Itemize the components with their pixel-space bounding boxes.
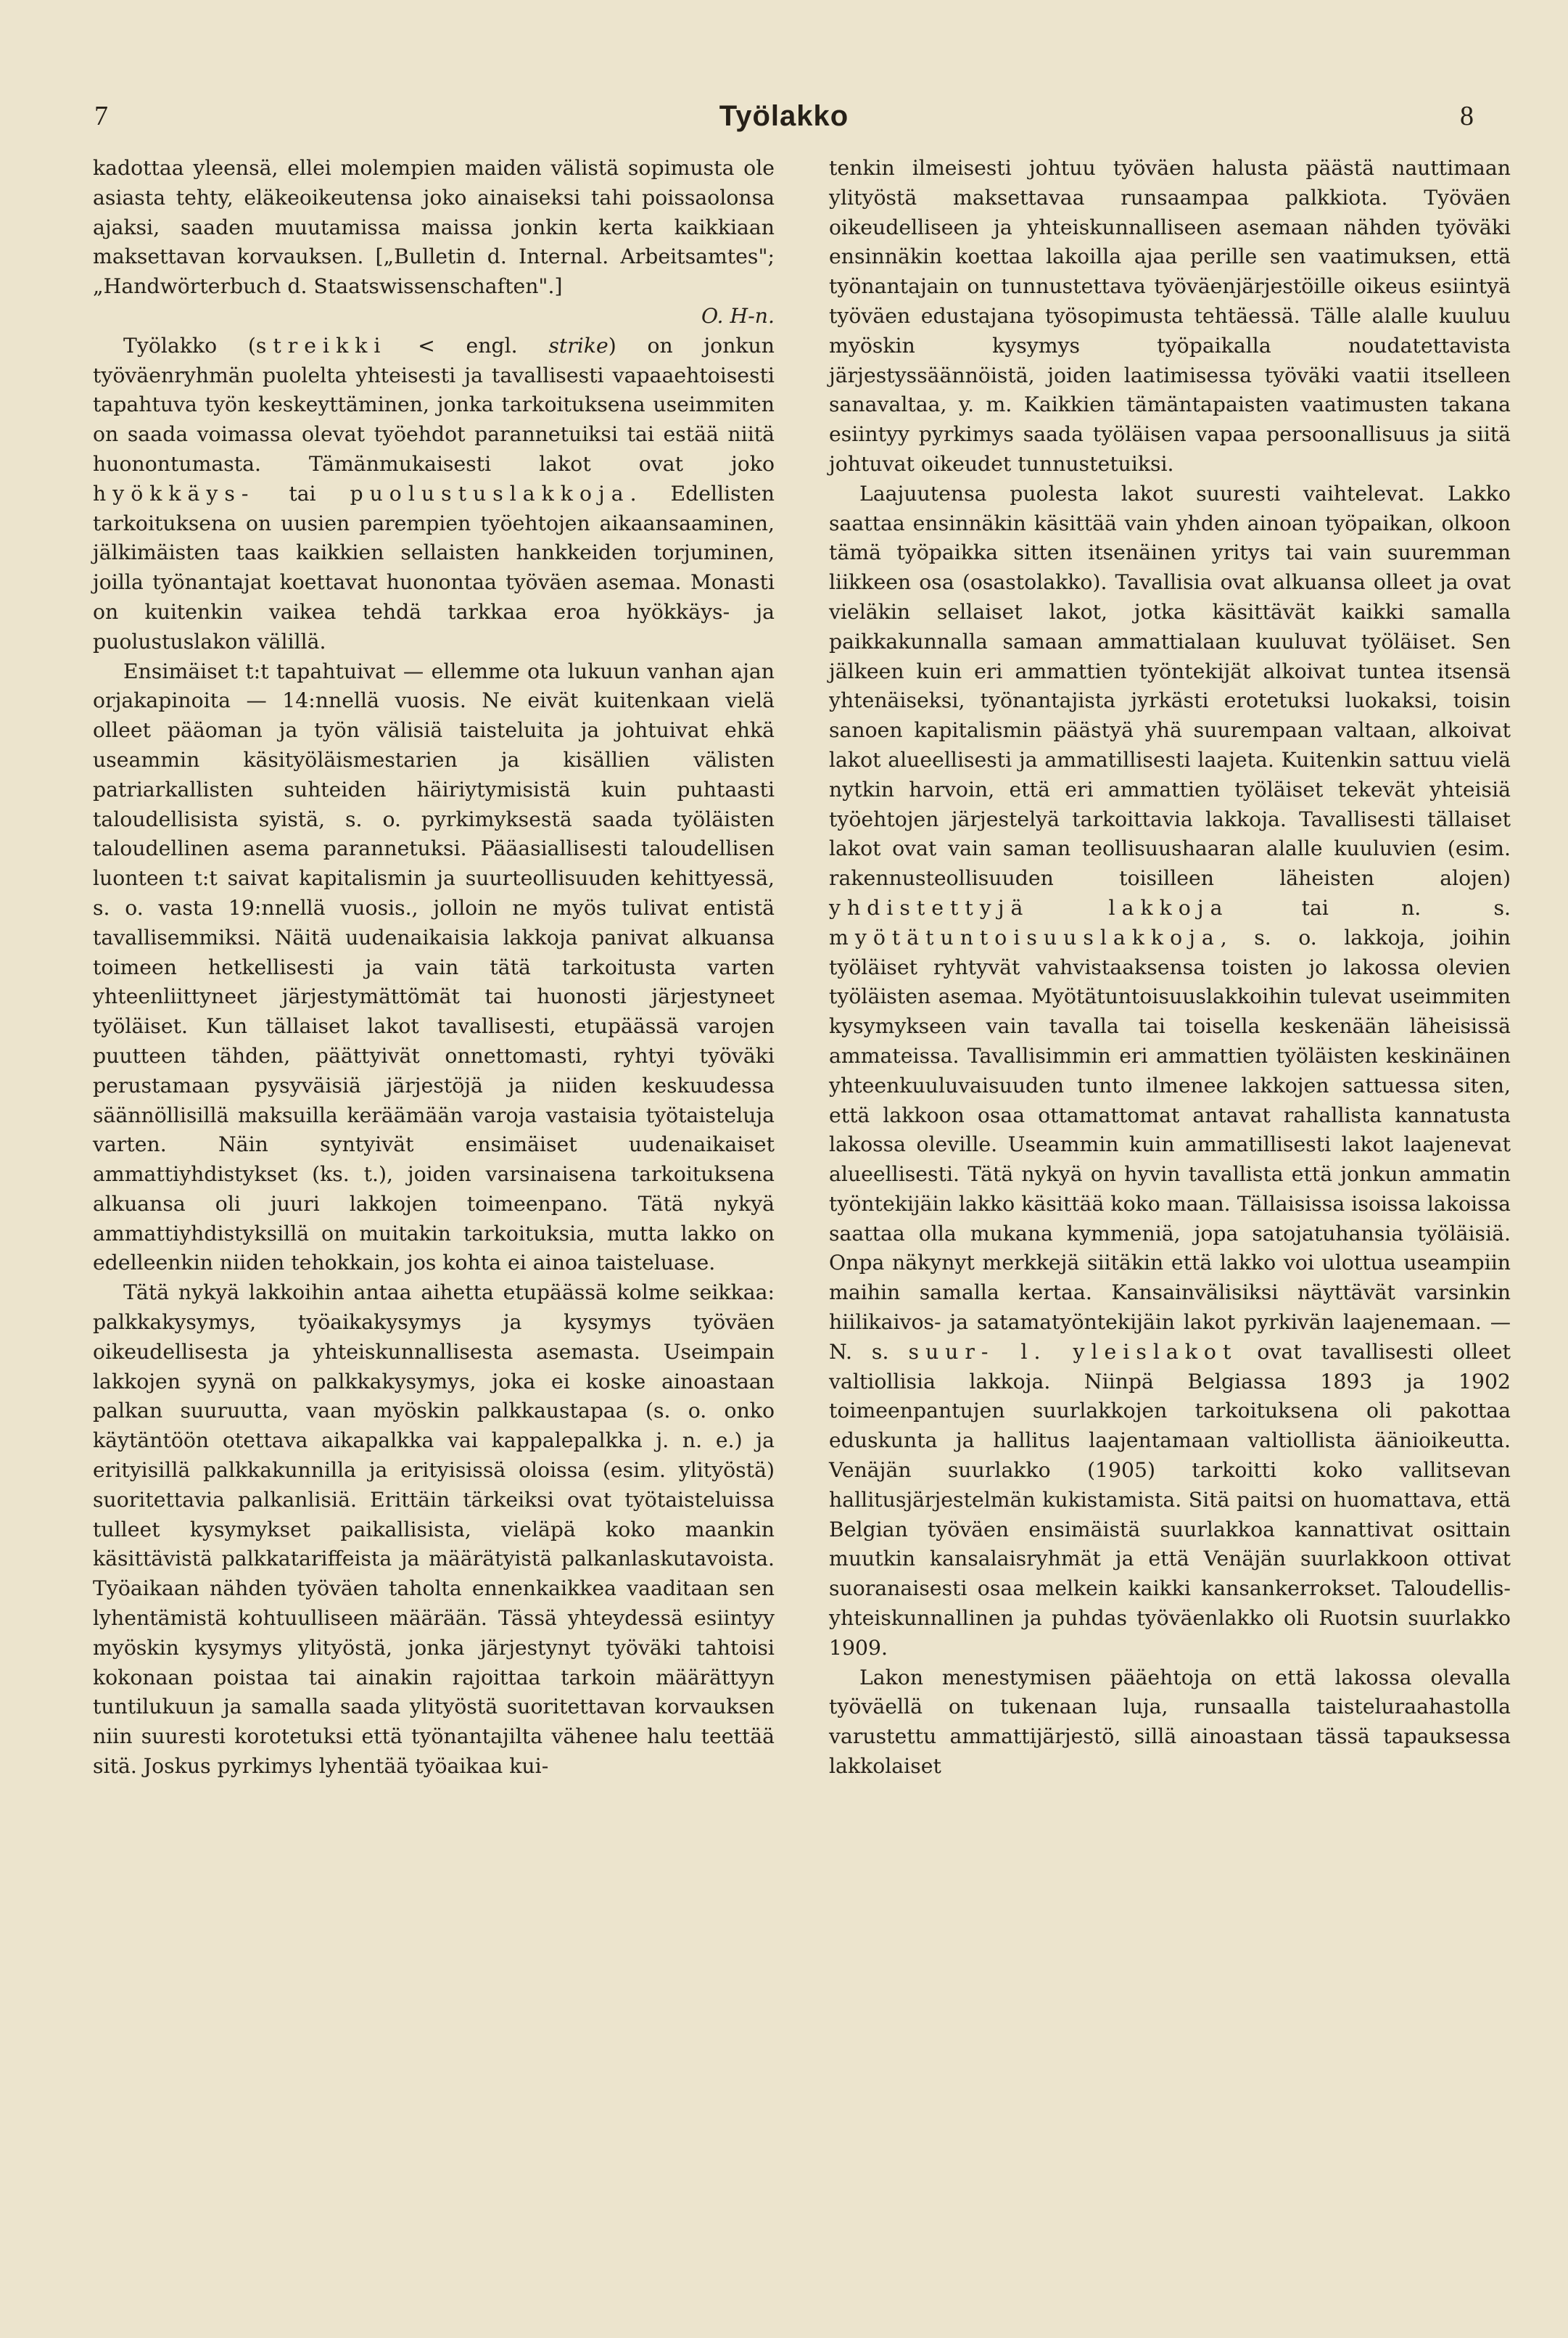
running-title: Työlakko [719,99,849,132]
paragraph: Lakon menestymisen pääehtoja on että lakossa olevalla työväellä on tukenaan luja, runsaalla taisteluraahastolla varustettu ammattijärjestö, sillä ainoastaan tässä tapauksessa lakkolaiset [829,1665,1511,1779]
paragraph: Tätä nykyä lakkoihin antaa aihetta etupäässä kolme seikkaa: palkkakysymys, työaikakysymys ja kysymys työväen oikeudellisesta ja yhteiskunnallisesta asemasta. Useimpain lakkojen syynä on palkkakysymys, joka ei koske ainoastaan palkan suuruutta, vaan myöskin palkkaustapaa (s. o. onko käytäntöön otettava aikapalkka vai kappalepalkka j. n. e.) ja erityisillä palkkakunnilla ja erityisissä oloissa (esim. ylityöstä) suoritettavia palkanlisiä. Erittäin tärkeiksi ovat työtaisteluissa tulleet kysymykset paikallisista, vieläpä koko maankin käsittävistä palkkatariffeista ja määrätyistä palkanlaskutavoista. Työaikaan nähden työväen taholta ennenkaikkea vaaditaan sen lyhentämistä kohtuulliseen määrään. Tässä yhteydessä esiintyy myöskin kysymys ylityöstä, jonka järjestynyt työväki tahtoisi kokonaan poistaa tai ainakin rajoittaa tarkoin määrättyyn tuntilukuun ja samalla saada ylityöstä suoritettavan korvauksen niin suuresti korotetuksi että työnantajilta vähenee halu teettää sitä. Joskus pyrkimys lyhentää työaikaa kui- [93,1280,775,1779]
spaced-term: hyökkäys- [93,481,255,506]
text-run: tai n. s. [1229,895,1511,920]
left-column [93,154,775,1782]
paragraph: tenkin ilmeisesti johtuu työväen halusta päästä nauttimaan ylityöstä maksettavaa runsaampaa palkkiota. Työväen oikeudelliseen ja yhteiskunnalliseen asemaan nähden työväki ensinnäkin koettaa lakoilla ajaa perille sen vaatimuksen, että työnantajain on tunnustettava työväenjärjestöille oikeus esiintyä työväen edustajana työsopimusta tehtäessä. Tälle alalle kuuluu myöskin kysymys työpaikalla noudatettavista järjestyssäännöistä, joiden laatimisessa työväki vaatii itselleen sanavaltaa, y. m. Kaikkien tämäntapaisten vaatimusten takana esiintyy pyrkimys saada työläisen vapaa persoonallisuus ja siitä johtuvat oikeudet tunnustetuiksi. [829,156,1511,476]
text-run: Laajuutensa puolesta lakot suuresti vaihtelevat. Lakko saattaa ensinnäkin käsittää vain yhden ainoan työpaikan, olkoon tämä työpaikka sitten itsenäinen yritys tai vain suuremman liikkeen osa (osastolakko). Tavallisia ovat alkuansa olleet ja ovat vieläkin sellaiset lakot, jotka käsittävät kaikki samalla paikkakunnalla samaan ammattialaan kuuluvat työläiset. Sen jälkeen kuin eri ammattien työntekijät alkoivat tuntea itsensä yhtenäiseksi, työnantajista jyrkästi erotetuksi luokaksi, toisin sanoen kapitalismin päästyä yhä suurempaan valtaan, alkoivat lakot alueellisesti ja ammatillisesti laajeta. Kuitenkin sattuu vielä nytkin harvoin, että eri ammattien työläiset tekevät yhteisiä työehtojen järjestelyä tarkoittavia lakkoja. Tavallisesti tällaiset lakot ovat vain saman teollisuushaaran alalle kuuluvien (esim. rakennusteollisuuden toisilleen läheisten alojen) [829,481,1511,891]
text-run: ( [217,333,256,358]
entry-headword: Työlakko [123,333,218,358]
spaced-term: suur- l. yleislakot [908,1339,1238,1364]
page-number-left: 7 [94,101,108,131]
right-column [829,154,1511,1782]
text-run: ovat tavallisesti olleet valtiollisia lakkoja. Niinpä Belgiassa 1893 ja 1902 toimeenpantujen suurlakkojen tarkoituksena oli pakottaa eduskunta ja hallitus laajentamaan valtiollista äänioikeutta. Venäjän suurlakko (1905) tarkoitti koko vallitsevan hallitusjärjestelmän kukistamista. Sitä paitsi on huomattava, että Belgian työväen ensimäistä suurlakkoa kannattivat osittain muutkin kansalaisryhmät ja että Venäjän suurlakkoon ottivat suoranaisesti osaa melkein kaikki kansankerrokset. Taloudellis-yhteiskunnallinen ja puhdas työväenlakko oli Ruotsin suurlakko 1909. [829,1339,1511,1660]
page-number-right: 8 [1460,101,1474,131]
paragraph: Ensimäiset t:t tapahtuivat — ellemme ota lukuun vanhan ajan orjakapinoita — 14:nnellä vuosis. Ne eivät kuitenkaan vielä olleet pääoman ja työn välisiä taisteluita ja johtuivat ehkä useammin käsityöläismestarien ja kisällien välisten patriarkallisten suhteiden häiriytymisistä kuin puhtaasti taloudellisista syistä, s. o. pyrkimyksestä saada työläisten taloudellinen asema parannetuksi. Pääasiallisesti taloudellisen luonteen t:t saivat kapitalismin ja suurteollisuuden kehittyessä, s. o. vasta 19:nnellä vuosis., jolloin ne myös tulivat entistä tavallisemmiksi. Näitä uudenaikaisia lakkoja panivat alkuansa toimeen hetkellisesti ja vain tätä tarkoitusta varten yhteenliittyneet järjestymättömät tai huonosti järjestyneet työläiset. Kun tällaiset lakot tavallisesti, etupäässä varojen puutteen tähden, päättyivät onnettomasti, ryhtyi työväki perustamaan pysyväisiä järjestöjä ja niiden keskuudessa säännöllisillä maksuilla keräämään varoja vastaisia työtaisteluja varten. Näin syntyivät ensimäiset uudenaikaiset ammattiyhdistykset (ks. t.), joiden varsinaisena tarkoituksena alkuansa oli juuri lakkojen toimeenpano. Tätä nykyä ammattiyhdistyksillä on muitakin tarkoituksia, mutta lakko on edelleenkin niiden tehokkain, jos kohta ei ainoa taisteluase. [93,659,775,1275]
page-header [94,94,1474,138]
spaced-term: yhdistettyjä lakkoja [829,895,1229,920]
entry-paragraph [93,332,775,657]
text-run: ) on jonkun työväenryhmän puolelta yhteisesti ja tavallisesti vapaaehtoisesti tapahtuva työn keskeyttäminen, jonka tarkoituksena useimmiten on saada voimassa olevat työehdot parannetuiksi tai estää niitä huonontumasta. Tämänmukaisesti lakot ovat joko [93,333,775,476]
text-run: , s. o. lakkoja, joihin työläiset ryhtyvät vahvistaaksensa toisten jo lakossa olevien työläisten asemaa. Myötätuntoisuuslakkoihin tulevat useimmiten kysymykseen vain tavalla tai toisella keskenään läheisissä ammateissa. Tavallisimmin eri ammattien työläisten keskinäinen yhteenkuuluvaisuuden tunto ilmenee lakkojen sattuessa siten, että lakkoon osaa ottamattomat antavat rahallista kannatusta lakossa oleville. Useammin kuin ammatillisesti lakot laajenevat alueellisesti. Tätä nykyä on hyvin tavallista että jonkun ammatin työntekijäin lakko käsittää koko maan. Tällaisissa isoissa lakoissa saattaa olla mukana kymmeniä, jopa satojatuhansia työläisiä. Onpa näkynyt merkkejä siitäkin että lakko voi ulottua useampiin maihin samalla kertaa. Kansainvälisiksi näyttävät varsinkin hiilikaivos- ja satamatyöntekijäin lakot pyrkivän laajenemaan. — N. s. [829,925,1511,1364]
paragraph [93,154,775,332]
paragraph [829,479,1511,1663]
paragraph-text: kadottaa yleensä, ellei molempien maiden välistä sopimusta ole asiasta tehty, eläkeoikeutensa joko ainaiseksi tahi poissaolonsa ajaksi, saaden muutamissa maissa jonkin kerta kaikkiaan maksettavan korvauksen. [„Bulletin d. Internal. Arbeitsamtes"; „Handwörterbuch d. Staatswissenschaften".] [93,156,775,299]
italic-term: strike [548,333,608,358]
spaced-term: puolustuslakkoja [350,481,630,506]
text-run: < engl. [387,333,549,358]
spaced-term: myötätuntoisuuslakkoja [829,925,1221,950]
author-signature: O. H-n. [701,303,775,328]
text-run: . Edellisten tarkoituksena on uusien parempien työehtojen aikaansaaminen, jälkimäisten taas kaikkien sellaisten hankkeiden torjuminen, joilla työnantajat koettavat huonontaa työväen asemaa. Monasti on kuitenkin vaikea tehdä tarkkaa eroa hyökkäys- ja puolustuslakon välillä. [93,481,775,654]
text-run: tai [255,481,350,506]
spaced-term: streikki [255,333,387,358]
